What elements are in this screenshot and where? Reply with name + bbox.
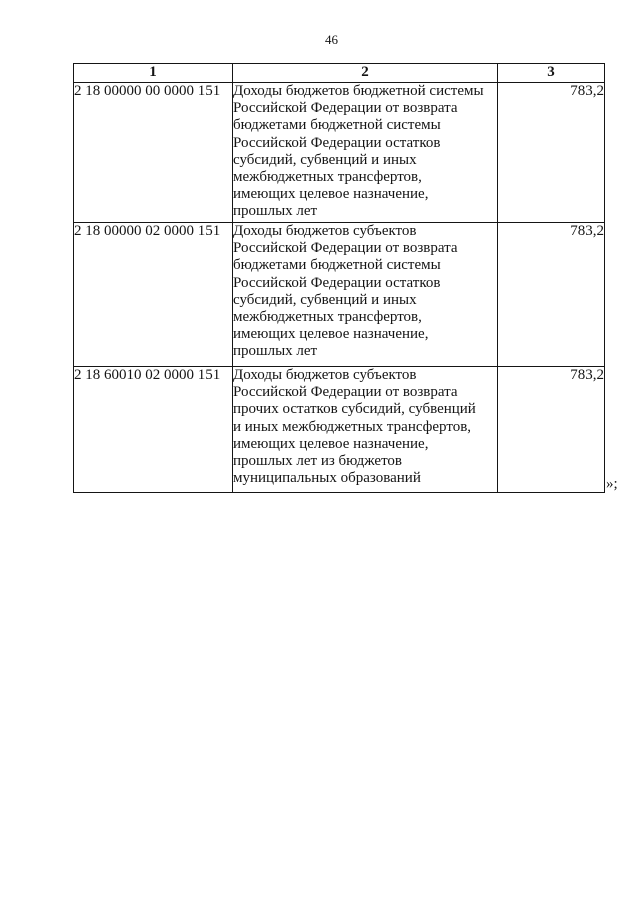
column-header-amount: 3 — [498, 64, 605, 83]
description-cell — [233, 223, 498, 367]
description-line: субсидий, субвенций и иных — [233, 291, 417, 308]
description-line: субсидий, субвенций и иных — [233, 151, 417, 168]
description-line: имеющих целевое назначение, — [233, 435, 429, 452]
description-line: Доходы бюджетов бюджетной системы — [233, 83, 484, 99]
description-line: муниципальных образований — [233, 470, 421, 487]
description-line: межбюджетных трансфертов, — [233, 309, 422, 326]
description-line: Российской Федерации от возврата — [233, 384, 458, 401]
budget-code-cell: 2 18 00000 00 0000 151 — [74, 83, 233, 223]
table-header-row — [74, 64, 605, 83]
description-line: бюджетами бюджетной системы — [233, 257, 441, 274]
column-header-description: 2 — [233, 64, 498, 83]
budget-code-cell: 2 18 60010 02 0000 151 — [74, 367, 233, 493]
description-cell — [233, 83, 498, 223]
description-line: Российской Федерации от возврата — [233, 240, 458, 257]
description-cell — [233, 367, 498, 493]
amount-cell: 783,2 — [498, 223, 605, 367]
closing-quote-mark: »; — [606, 476, 618, 492]
column-header-code: 1 — [74, 64, 233, 83]
description-line: прочих остатков субсидий, субвенций — [233, 401, 476, 418]
description-line: и иных межбюджетных трансфертов, — [233, 418, 472, 435]
description-line: прошлых лет — [233, 203, 318, 220]
table-row — [74, 367, 605, 493]
description-line: Российской Федерации остатков — [233, 134, 441, 151]
table-row — [74, 83, 605, 223]
description-line: имеющих целевое назначение, — [233, 326, 429, 343]
table-row — [74, 223, 605, 367]
description-line: бюджетами бюджетной системы — [233, 117, 441, 134]
description-line: Доходы бюджетов субъектов — [233, 367, 417, 383]
description-line: прошлых лет из бюджетов — [233, 453, 403, 470]
description-line: Российской Федерации остатков — [233, 274, 441, 291]
page-number: 46 — [325, 32, 338, 47]
description-line: межбюджетных трансфертов, — [233, 169, 422, 186]
amount-cell: 783,2 — [498, 367, 605, 493]
budget-revenue-table — [73, 63, 605, 493]
description-line: Доходы бюджетов субъектов — [233, 223, 417, 239]
budget-code-cell: 2 18 00000 02 0000 151 — [74, 223, 233, 367]
description-line: Российской Федерации от возврата — [233, 100, 458, 117]
description-line: имеющих целевое назначение, — [233, 186, 429, 203]
description-line: прошлых лет — [233, 343, 318, 360]
amount-cell: 783,2 — [498, 83, 605, 223]
